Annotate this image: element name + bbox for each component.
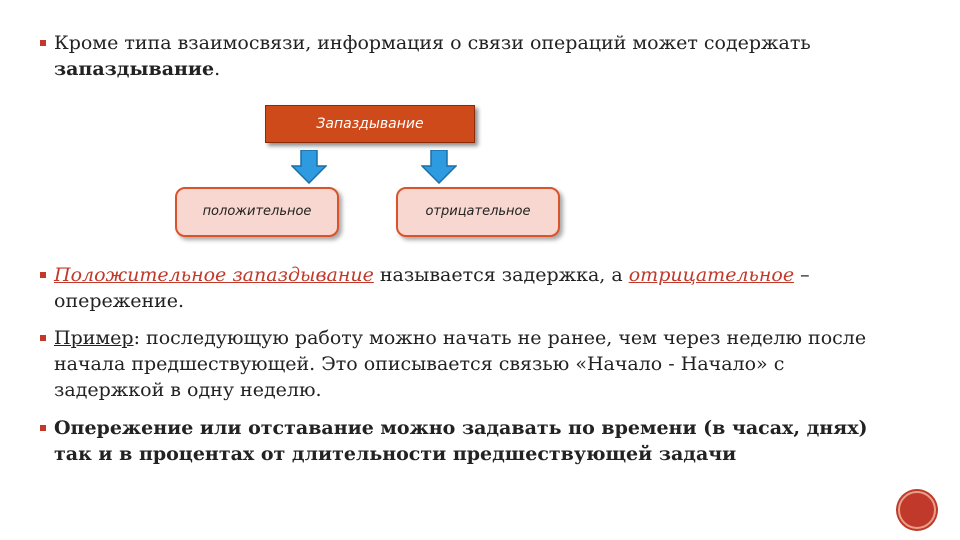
- down-arrow-icon: [291, 150, 327, 184]
- down-arrow-icon: [421, 150, 457, 184]
- bullet-marker: [40, 40, 46, 46]
- bullet-marker: [40, 425, 46, 431]
- positive-delay-box: положительное: [175, 187, 339, 237]
- negative-delay-box: отрицательное: [396, 187, 560, 237]
- bullet-lead-lag-text: Опережение или отставание можно задавать по времени (в часах, днях) так и в процентах от длительности предшествующей задачи: [54, 417, 868, 465]
- bullet-intro: [40, 30, 900, 82]
- bullet-definition: [40, 262, 900, 314]
- delay-box: Запаздывание: [265, 105, 475, 143]
- page-number-badge: [898, 491, 936, 529]
- bullet-example: [40, 325, 900, 403]
- bullet-marker: [40, 335, 46, 341]
- bullet-lead-lag: [40, 415, 900, 467]
- bullet-intro-text: Кроме типа взаимосвязи, информация о связи операций может содержать запаздывание.: [54, 32, 811, 80]
- bullet-marker: [40, 272, 46, 278]
- bullet-definition-text: Положительное запаздывание называется задержка, а отрицательное – опережение.: [54, 264, 810, 312]
- bullet-example-text: Пример: последующую работу можно начать не ранее, чем через неделю после начала предшествующей. Это описывается связью «Начало - Начало» с задержкой в одну неделю.: [54, 327, 867, 401]
